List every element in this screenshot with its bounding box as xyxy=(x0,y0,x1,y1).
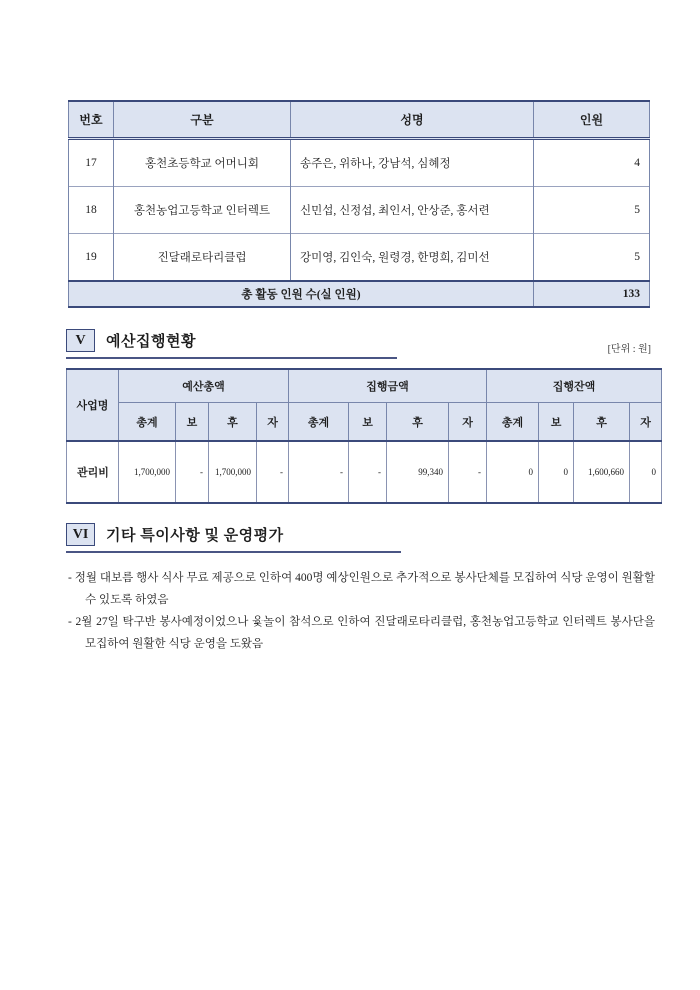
total-label: 총 활동 인원 수(실 인원) xyxy=(69,281,534,307)
cell-value: 1,700,000 xyxy=(119,441,176,503)
subheader-bo: 보 xyxy=(176,403,209,442)
section-5-numeral: V xyxy=(75,332,86,348)
notes-block xyxy=(68,567,655,655)
cell-count: 5 xyxy=(534,187,650,234)
budget-table xyxy=(66,368,662,504)
cell-value: - xyxy=(449,441,487,503)
header-count: 인원 xyxy=(534,101,650,139)
subheader-total: 총계 xyxy=(119,403,176,442)
header-project: 사업명 xyxy=(67,369,119,441)
header-names: 성명 xyxy=(291,101,534,139)
section-6-title: 기타 특이사항 및 운영평가 xyxy=(106,528,284,544)
section-5-header xyxy=(66,329,397,359)
subheader-hu: 후 xyxy=(574,403,630,442)
cell-value: 99,340 xyxy=(387,441,449,503)
cell-group: 홍천초등학교 어머니회 xyxy=(114,139,291,187)
table-total-row xyxy=(69,281,650,307)
subheader-ja: 자 xyxy=(257,403,289,442)
cell-value: - xyxy=(349,441,387,503)
cell-value: 1,700,000 xyxy=(209,441,257,503)
cell-value: 0 xyxy=(630,441,662,503)
header-budget-total: 예산총액 xyxy=(119,369,289,403)
header-executed-amount: 집행금액 xyxy=(289,369,487,403)
subheader-hu: 후 xyxy=(209,403,257,442)
section-6-header xyxy=(66,523,401,553)
header-remaining-amount: 집행잔액 xyxy=(487,369,662,403)
cell-no: 17 xyxy=(69,139,114,187)
budget-group-header-row xyxy=(67,369,662,403)
table-header-row xyxy=(69,101,650,139)
cell-group: 진달래로타리클럽 xyxy=(114,234,291,282)
cell-value: - xyxy=(289,441,349,503)
subheader-total: 총계 xyxy=(289,403,349,442)
subheader-ja: 자 xyxy=(449,403,487,442)
section-5-numeral-box xyxy=(66,329,95,352)
section-5-title: 예산집행현황 xyxy=(106,334,196,350)
subheader-bo: 보 xyxy=(539,403,574,442)
cell-no: 18 xyxy=(69,187,114,234)
section-6-numeral: VI xyxy=(72,526,89,542)
table-row xyxy=(69,139,650,187)
activity-members-table xyxy=(68,100,650,308)
budget-data-row xyxy=(67,441,662,503)
header-group: 구분 xyxy=(114,101,291,139)
cell-value: 0 xyxy=(487,441,539,503)
subheader-hu: 후 xyxy=(387,403,449,442)
cell-value: - xyxy=(176,441,209,503)
cell-count: 5 xyxy=(534,234,650,282)
note-item: - 정월 대보름 행사 식사 무료 제공으로 인하여 400명 예상인원으로 추가적으로 봉사단체를 모집하여 식당 운영이 원활할 수 있도록 하였음 xyxy=(68,572,655,606)
table-row xyxy=(69,234,650,282)
unit-label: [단위 : 원] xyxy=(607,344,651,355)
subheader-ja: 자 xyxy=(630,403,662,442)
cell-names: 신민섭, 신정섭, 최인서, 안상준, 홍서련 xyxy=(291,187,534,234)
subheader-bo: 보 xyxy=(349,403,387,442)
cell-value: 0 xyxy=(539,441,574,503)
budget-sub-header-row xyxy=(67,403,662,442)
cell-names: 강미영, 김인숙, 원령경, 한명희, 김미선 xyxy=(291,234,534,282)
total-value: 133 xyxy=(534,281,650,307)
cell-count: 4 xyxy=(534,139,650,187)
cell-value: 1,600,660 xyxy=(574,441,630,503)
cell-no: 19 xyxy=(69,234,114,282)
cell-group: 홍천농업고등학교 인터렉트 xyxy=(114,187,291,234)
cell-names: 송주은, 위하나, 강남석, 심혜정 xyxy=(291,139,534,187)
section-6-numeral-box xyxy=(66,523,95,546)
cell-value: - xyxy=(257,441,289,503)
table-row xyxy=(69,187,650,234)
subheader-total: 총계 xyxy=(487,403,539,442)
cell-project: 관리비 xyxy=(67,441,119,503)
header-no: 번호 xyxy=(69,101,114,139)
note-item: - 2월 27일 탁구반 봉사예정이었으나 윷놀이 참석으로 인하여 진달래로타리클럽, 홍천농업고등학교 인터렉트 봉사단을 모집하여 원활한 식당 운영을 도왔음 xyxy=(68,616,655,650)
